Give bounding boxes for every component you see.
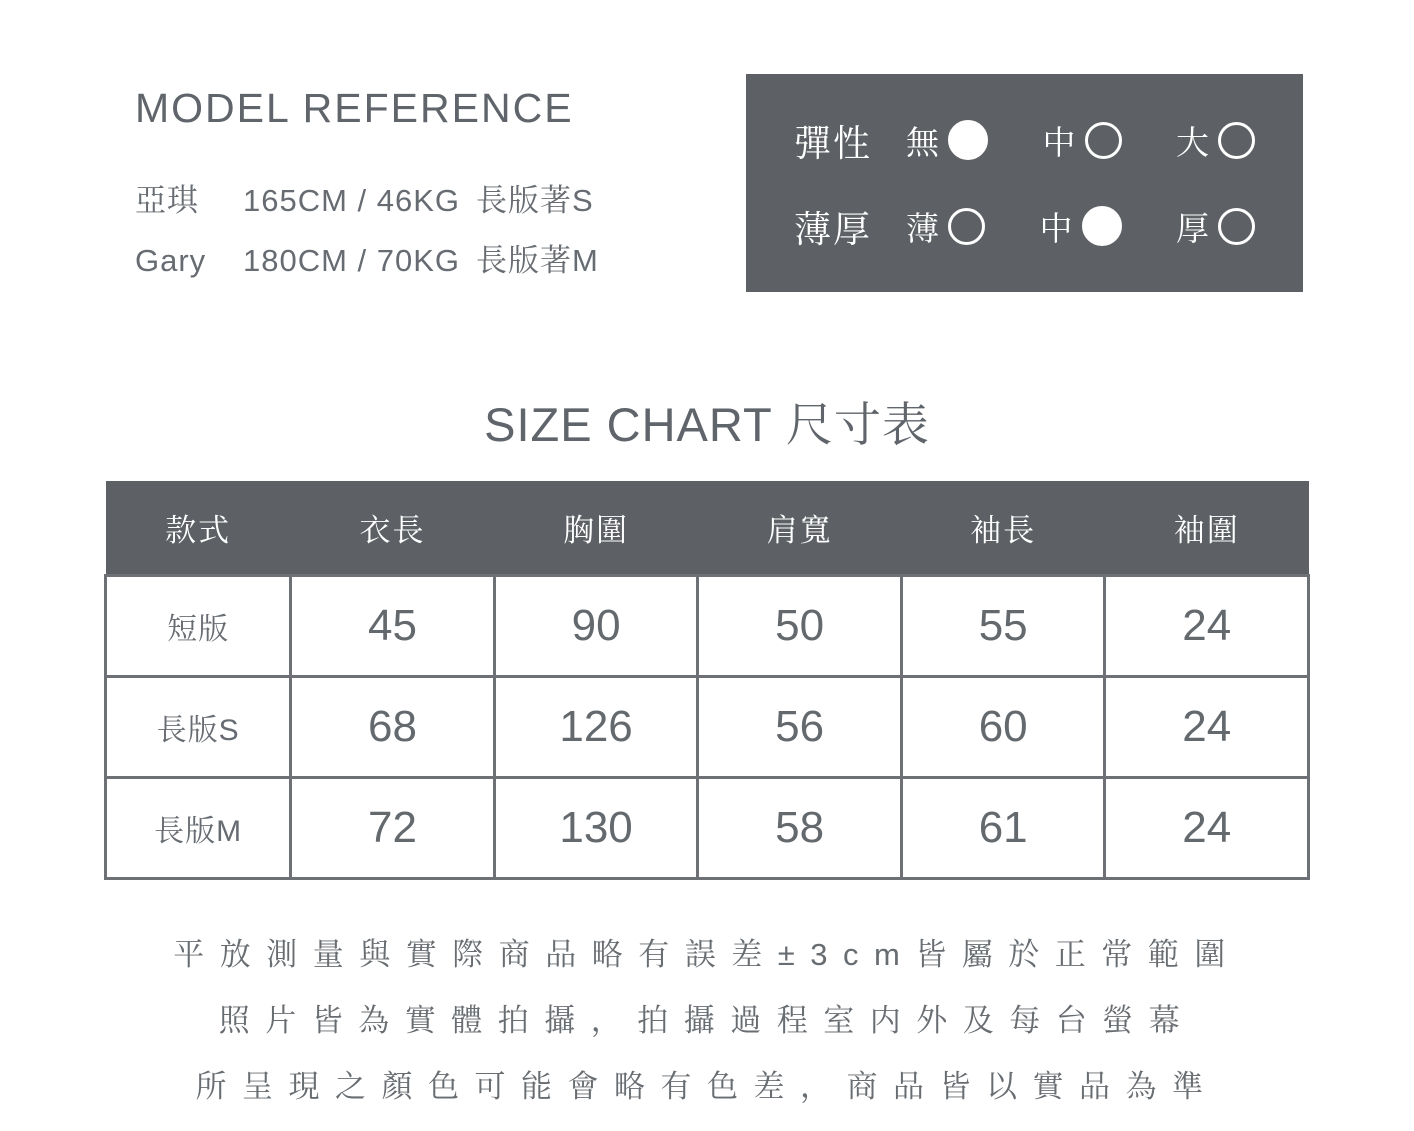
option-large xyxy=(1176,117,1255,164)
model-lines xyxy=(135,175,735,295)
table-row xyxy=(106,575,1309,676)
option-medium xyxy=(1040,203,1122,250)
model-name: 亞琪 xyxy=(135,183,199,218)
size-chart-title: SIZE CHART 尺寸表 xyxy=(484,398,930,451)
model-line xyxy=(135,235,735,295)
col-header-chest: 胸圍 xyxy=(494,481,698,575)
disclaimer-line: 平放測量與實際商品略有誤差±3cm皆屬於正常範圍 xyxy=(173,937,1241,972)
col-header-length: 衣長 xyxy=(291,481,495,575)
filled-circle-icon xyxy=(948,120,988,160)
elasticity-row xyxy=(794,113,1255,167)
cell: 55 xyxy=(901,575,1105,676)
table-row xyxy=(106,676,1309,777)
option-medium xyxy=(1043,117,1122,164)
option-none xyxy=(906,117,988,164)
empty-circle-icon xyxy=(1218,208,1255,245)
col-header-shoulder: 肩寬 xyxy=(698,481,902,575)
cell: 60 xyxy=(901,676,1105,777)
model-name: Gary xyxy=(135,243,207,278)
thickness-row xyxy=(794,199,1255,253)
cell: 72 xyxy=(291,777,495,878)
option-label: 薄 xyxy=(906,209,939,247)
cell: 126 xyxy=(494,676,698,777)
row-label: 長版S xyxy=(106,676,291,777)
cell: 56 xyxy=(698,676,902,777)
disclaimer-line: 照片皆為實體拍攝，拍攝過程室内外及每台螢幕 xyxy=(218,1003,1196,1038)
cell: 24 xyxy=(1105,575,1309,676)
col-header-sleeve-girth: 袖圍 xyxy=(1105,481,1309,575)
model-reference-title: MODEL REFERENCE xyxy=(135,85,574,131)
thickness-label: 薄厚 xyxy=(794,209,872,250)
model-fit: 長版著M xyxy=(476,243,599,278)
disclaimer xyxy=(0,922,1414,1120)
row-label: 短版 xyxy=(106,575,291,676)
cell: 90 xyxy=(494,575,698,676)
cell: 50 xyxy=(698,575,902,676)
cell: 61 xyxy=(901,777,1105,878)
thickness-options xyxy=(906,203,1255,250)
cell: 130 xyxy=(494,777,698,878)
cell: 68 xyxy=(291,676,495,777)
model-specs: 165CM / 46KG xyxy=(243,183,461,218)
cell: 45 xyxy=(291,575,495,676)
table-row xyxy=(106,777,1309,878)
model-line xyxy=(135,175,735,235)
filled-circle-icon xyxy=(1082,206,1122,246)
option-label: 大 xyxy=(1176,123,1209,161)
elasticity-label: 彈性 xyxy=(794,123,872,164)
option-label: 無 xyxy=(906,123,939,161)
model-fit: 長版著S xyxy=(476,183,594,218)
spec-legend-box xyxy=(746,74,1303,292)
cell: 24 xyxy=(1105,676,1309,777)
disclaimer-line: 所呈現之顏色可能會略有色差，商品皆以實品為準 xyxy=(195,1069,1219,1104)
elasticity-options xyxy=(906,117,1255,164)
col-header-sleeve-length: 袖長 xyxy=(901,481,1105,575)
cell: 58 xyxy=(698,777,902,878)
option-thick xyxy=(1176,203,1255,250)
model-reference-section xyxy=(135,85,735,295)
model-specs: 180CM / 70KG xyxy=(243,243,461,278)
size-chart-header-row xyxy=(106,481,1309,575)
cell: 24 xyxy=(1105,777,1309,878)
option-label: 中 xyxy=(1039,209,1073,247)
option-label: 厚 xyxy=(1176,209,1209,247)
size-chart-table xyxy=(104,481,1310,880)
option-label: 中 xyxy=(1042,123,1076,161)
option-thin xyxy=(906,203,985,250)
empty-circle-icon xyxy=(948,208,985,245)
row-label: 長版M xyxy=(106,777,291,878)
empty-circle-icon xyxy=(1218,122,1255,159)
col-header-style: 款式 xyxy=(106,481,291,575)
empty-circle-icon xyxy=(1085,122,1122,159)
